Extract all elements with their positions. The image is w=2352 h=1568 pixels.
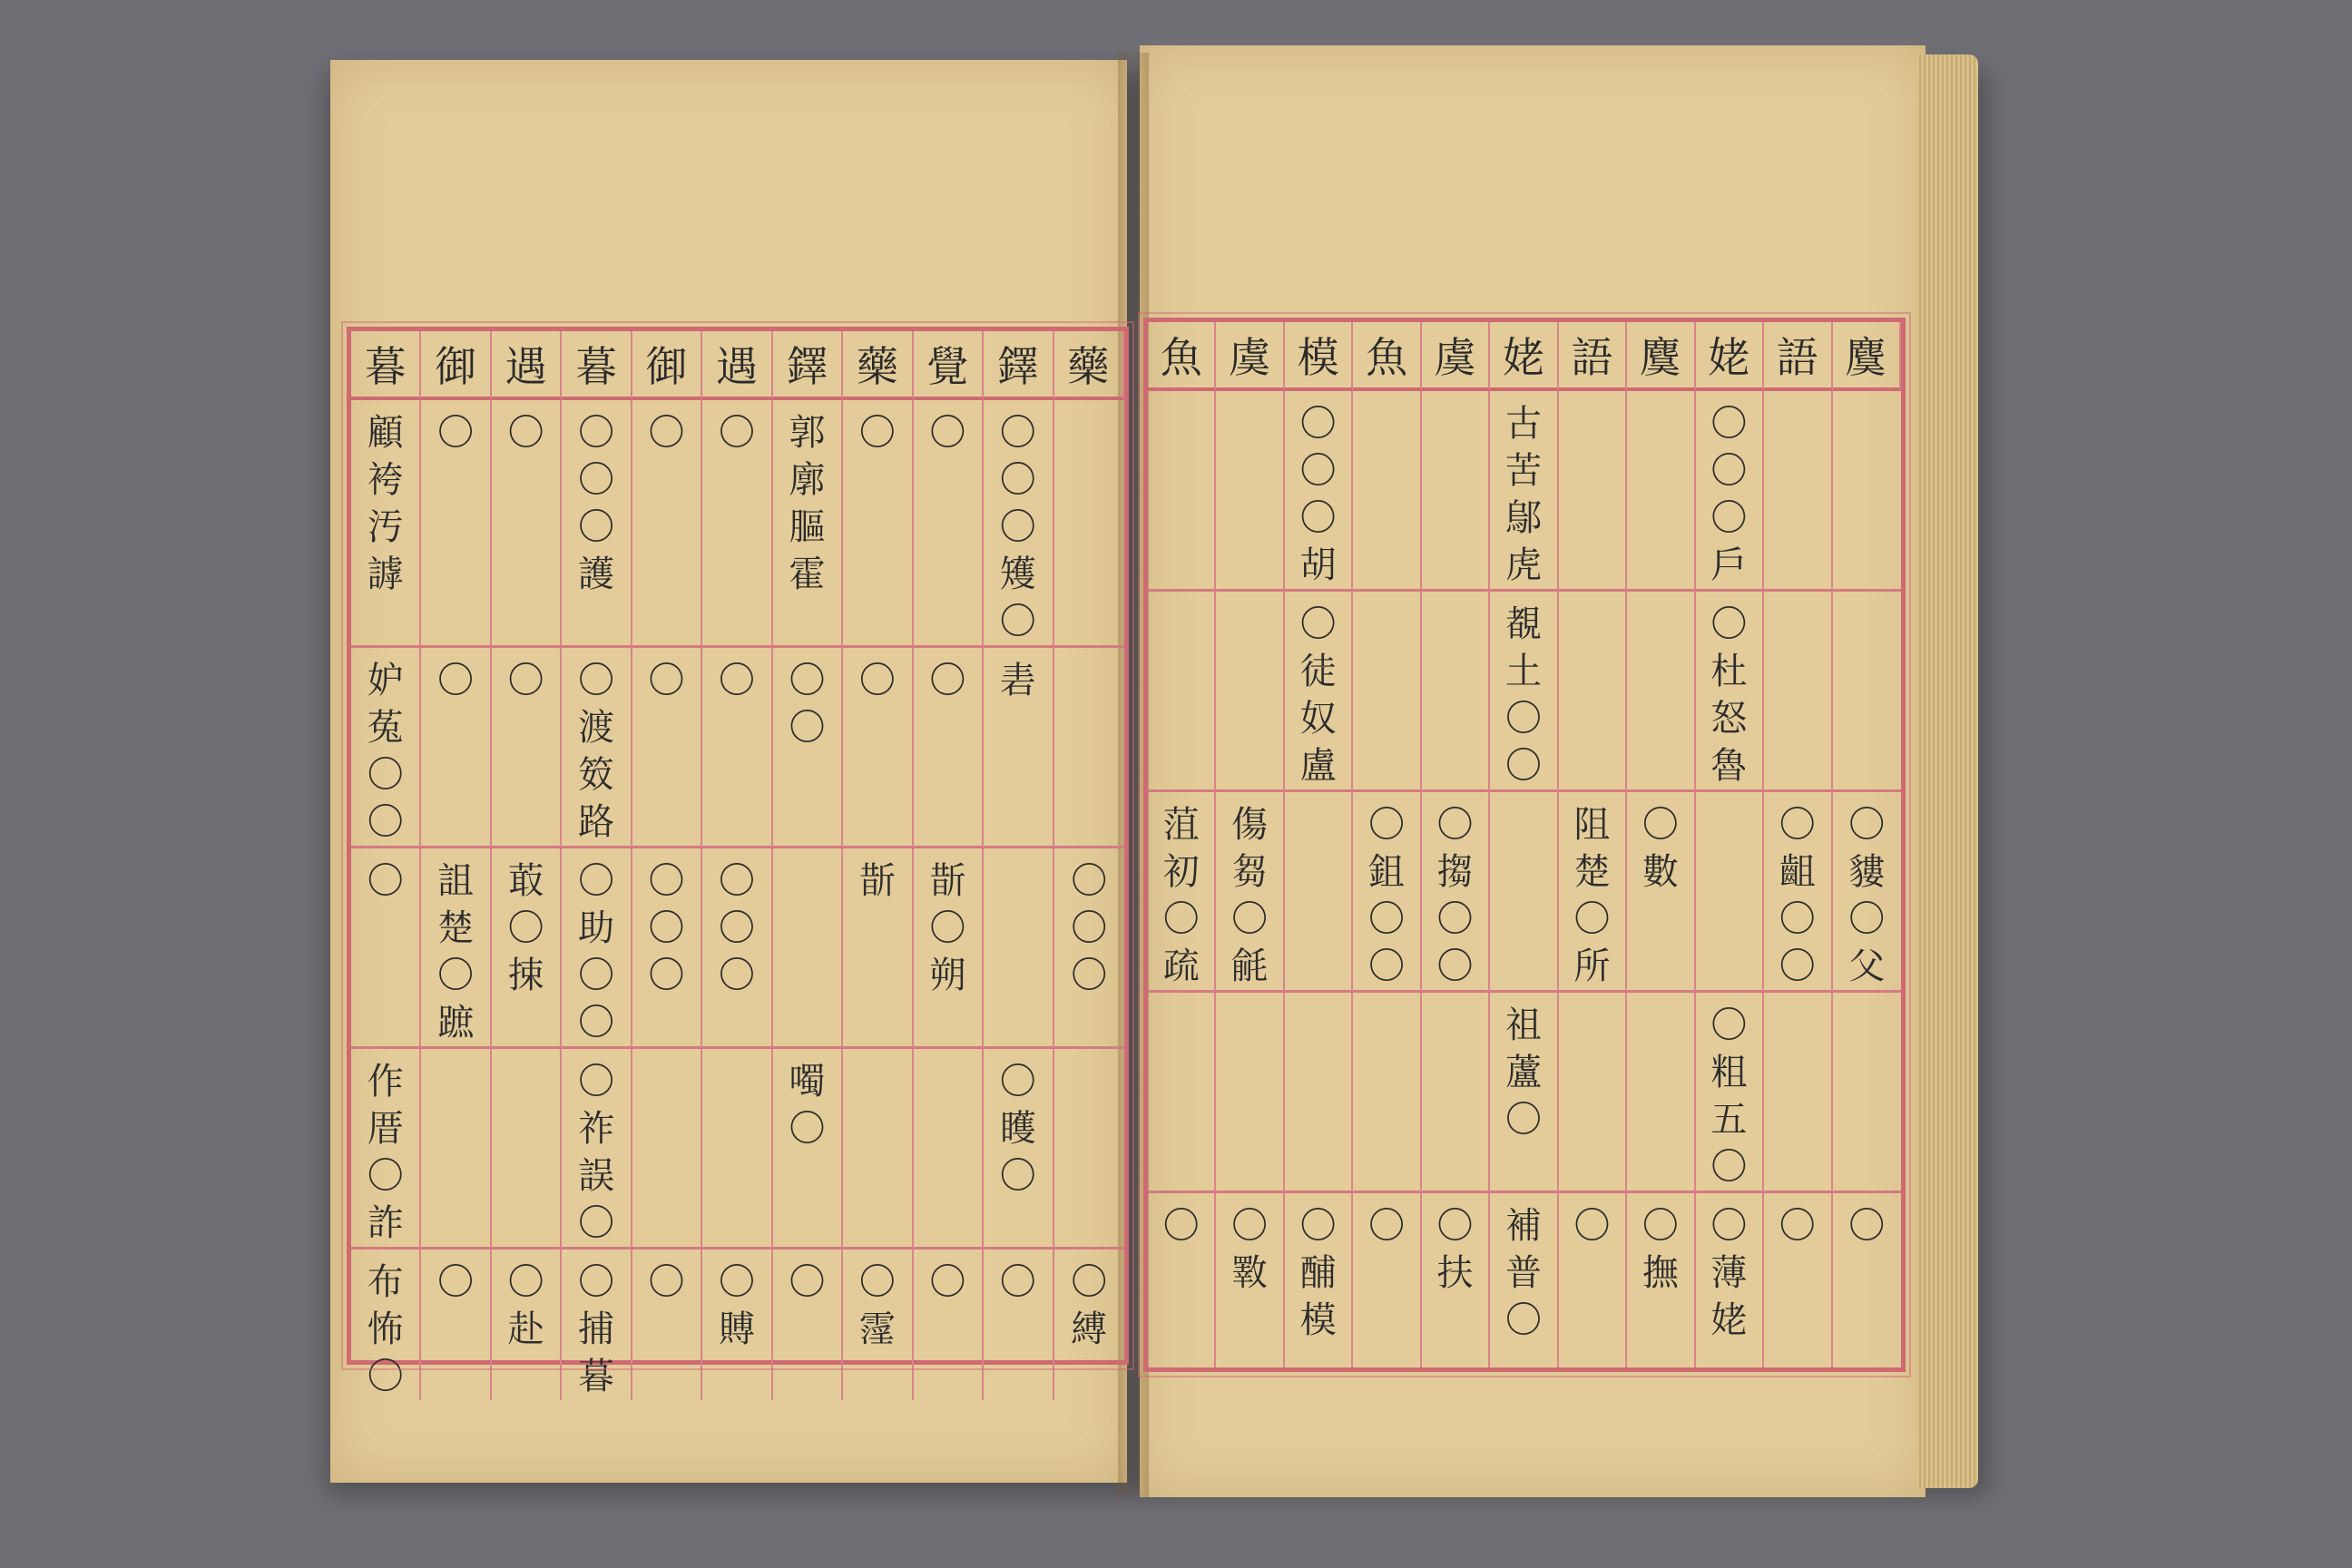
table-cell bbox=[1216, 592, 1284, 792]
table-cell: 妒 菟 〇 〇 bbox=[351, 648, 421, 848]
column-header: 御 bbox=[421, 331, 491, 400]
table-cell: 〇 bbox=[632, 1250, 702, 1400]
column-header: 麌 bbox=[1627, 322, 1695, 391]
table-cell bbox=[1148, 993, 1216, 1193]
table-cell: 〇 bbox=[1353, 1193, 1421, 1367]
column-header: 語 bbox=[1764, 322, 1832, 391]
table-cell: 〇 bbox=[914, 400, 984, 648]
table-cell: 〇 bbox=[702, 648, 772, 848]
table-cell: 〇 〇 〇 bbox=[1054, 848, 1124, 1049]
table-cell bbox=[421, 1049, 491, 1250]
column-header: 遇 bbox=[492, 331, 562, 400]
table-cell: 斮 〇 朔 bbox=[914, 848, 984, 1049]
column-header: 御 bbox=[632, 331, 702, 400]
table-cell: 〇 祚 誤 〇 bbox=[562, 1049, 632, 1250]
table-cell bbox=[1353, 391, 1421, 592]
table-cell: 〇 bbox=[843, 400, 913, 648]
table-cell bbox=[1285, 993, 1353, 1193]
table-cell: 〇 bbox=[351, 848, 421, 1049]
table-cell bbox=[1627, 592, 1695, 792]
table-cell: 〇 bbox=[1148, 1193, 1216, 1367]
table-cell bbox=[1285, 792, 1353, 993]
table-cell bbox=[1054, 1049, 1124, 1250]
table-cell: 〇 bbox=[632, 648, 702, 848]
table-cell: 〇 〇 bbox=[773, 648, 843, 848]
table-cell bbox=[1054, 648, 1124, 848]
table-cell: 〇 bbox=[1559, 1193, 1627, 1367]
table-cell: 〇 bbox=[421, 1250, 491, 1400]
column-header: 魚 bbox=[1353, 322, 1421, 391]
table-cell bbox=[1764, 391, 1832, 592]
table-cell: 噣 〇 bbox=[773, 1049, 843, 1250]
column-header: 鐸 bbox=[984, 331, 1054, 400]
column-header: 虞 bbox=[1216, 322, 1284, 391]
table-cell: 〇 霪 bbox=[843, 1250, 913, 1400]
column-header: 藥 bbox=[843, 331, 913, 400]
table-cell: 〇 bbox=[1848, 1205, 1886, 1247]
table-cell bbox=[1833, 993, 1901, 1193]
table-cell bbox=[984, 848, 1054, 1049]
column-header: 麌 bbox=[1833, 322, 1901, 391]
table-cell bbox=[1559, 993, 1627, 1193]
table-cell: 〇 〇 〇 bbox=[702, 848, 772, 1049]
table-cell: 〇 齟 〇 〇 bbox=[1764, 792, 1832, 993]
table-cell: 〇 〇 〇 bbox=[632, 848, 702, 1049]
table-cell: 〇 〇 〇 護 bbox=[562, 400, 632, 648]
table-cell bbox=[1353, 993, 1421, 1193]
table-cell bbox=[1764, 993, 1832, 1193]
table-cell: 〇 粗 五 〇 bbox=[1696, 993, 1764, 1193]
table-cell: 詛 楚 〇 蹠 bbox=[421, 848, 491, 1049]
table-cell: 〇 薄 姥 bbox=[1696, 1193, 1764, 1367]
table-cell bbox=[1353, 592, 1421, 792]
table-cell: 〇 縛 bbox=[1071, 1261, 1108, 1350]
table-cell bbox=[492, 1049, 562, 1250]
table-cell: 〇 bbox=[492, 648, 562, 848]
table-cell: 覩 土 〇 〇 bbox=[1490, 592, 1558, 792]
table-cell: 作 厝 〇 詐 bbox=[351, 1049, 421, 1250]
table-cell bbox=[1559, 391, 1627, 592]
table-cell: 〇 酺 模 bbox=[1285, 1193, 1353, 1367]
table-cell: 斮 bbox=[843, 848, 913, 1049]
table-cell bbox=[1216, 993, 1284, 1193]
table-cell: 〇 捕 暮 bbox=[562, 1250, 632, 1400]
table-cell: 菆 〇 捒 bbox=[492, 848, 562, 1049]
column-header: 暮 bbox=[351, 331, 421, 400]
table-cell bbox=[1627, 391, 1695, 592]
table-cell: 補 普 〇 bbox=[1490, 1193, 1558, 1367]
table-cell: 〇 賻 bbox=[702, 1250, 772, 1400]
left-rhyme-table bbox=[347, 327, 1129, 1397]
table-cell: 〇 撫 bbox=[1627, 1193, 1695, 1367]
table-cell: 〇 矆 〇 bbox=[984, 1049, 1054, 1250]
table-cell bbox=[1627, 993, 1695, 1193]
table-cell: 〇 搊 〇 〇 bbox=[1422, 792, 1490, 993]
column-header: 覺 bbox=[914, 331, 984, 400]
page-edges bbox=[1916, 54, 1978, 1488]
column-header: 鐸 bbox=[773, 331, 843, 400]
table-cell: 〇 bbox=[843, 648, 913, 848]
column-header: 姥 bbox=[1696, 322, 1764, 391]
table-cell: 〇 徒 奴 盧 bbox=[1285, 592, 1353, 792]
column-header: 藥 bbox=[1054, 331, 1124, 400]
table-cell: 〇 bbox=[492, 400, 562, 648]
table-cell: 〇 〇 〇 胡 bbox=[1285, 391, 1353, 592]
table-cell: 〇 數 bbox=[1627, 792, 1695, 993]
column-header: 語 bbox=[1559, 322, 1627, 391]
table-cell: 顧 袴 汚 謼 bbox=[351, 400, 421, 648]
table-cell: 〇 杜 怒 魯 bbox=[1696, 592, 1764, 792]
table-cell: 〇 bbox=[773, 1250, 843, 1400]
table-cell: 阻 楚 〇 所 bbox=[1559, 792, 1627, 993]
table-cell bbox=[1148, 592, 1216, 792]
table-cell: 〇 bbox=[914, 1250, 984, 1400]
table-cell bbox=[1422, 993, 1490, 1193]
table-cell: 〇 赴 bbox=[492, 1250, 562, 1400]
table-cell: 〇 扶 bbox=[1422, 1193, 1490, 1367]
table-cell: 布 怖 〇 bbox=[351, 1250, 421, 1400]
table-cell: 〇 鉏 〇 〇 bbox=[1353, 792, 1421, 993]
table-cell bbox=[1216, 391, 1284, 592]
table-cell: 祖 蘆 〇 bbox=[1490, 993, 1558, 1193]
table-cell bbox=[1764, 592, 1832, 792]
table-cell bbox=[1422, 592, 1490, 792]
table-cell bbox=[1490, 792, 1558, 993]
table-cell: 〇 斁 bbox=[1216, 1193, 1284, 1367]
column-header: 姥 bbox=[1490, 322, 1558, 391]
table-cell: 〇 bbox=[421, 648, 491, 848]
table-cell: 傷 芻 〇 毹 bbox=[1216, 792, 1284, 993]
table-cell: 郭 廓 膒 霍 bbox=[773, 400, 843, 648]
column-header: 魚 bbox=[1148, 322, 1216, 391]
table-cell: 〇 bbox=[702, 400, 772, 648]
table-cell: 〇 bbox=[1764, 1193, 1832, 1367]
table-cell: 〇 bbox=[984, 1250, 1054, 1400]
table-cell: 〇 〇 〇 戶 bbox=[1696, 391, 1764, 592]
column-header: 虞 bbox=[1422, 322, 1490, 391]
table-cell bbox=[773, 848, 843, 1049]
table-cell bbox=[632, 1049, 702, 1250]
table-cell bbox=[1833, 391, 1901, 592]
column-header: 遇 bbox=[702, 331, 772, 400]
table-cell bbox=[1833, 592, 1901, 792]
table-cell: 〇 bbox=[914, 648, 984, 848]
table-cell: 〇 bbox=[421, 400, 491, 648]
table-cell bbox=[1054, 400, 1124, 648]
right-rhyme-table bbox=[1143, 318, 1906, 1372]
table-cell bbox=[1422, 391, 1490, 592]
table-cell bbox=[1696, 792, 1764, 993]
table-cell: 〇 渡 笯 路 bbox=[562, 648, 632, 848]
table-cell bbox=[1559, 592, 1627, 792]
table-cell: 〇 貗 〇 父 bbox=[1833, 792, 1901, 993]
table-cell: 〇 〇 〇 矱 〇 bbox=[984, 400, 1054, 648]
table-cell: 菹 初 〇 疏 bbox=[1148, 792, 1216, 993]
table-cell: 古 苦 鄔 虎 bbox=[1490, 391, 1558, 592]
column-header: 暮 bbox=[562, 331, 632, 400]
table-cell bbox=[1148, 391, 1216, 592]
table-cell: 〇 助 〇 〇 bbox=[562, 848, 632, 1049]
column-header: 模 bbox=[1285, 322, 1353, 391]
table-cell bbox=[843, 1049, 913, 1250]
table-cell: 〇 bbox=[632, 400, 702, 648]
table-cell bbox=[702, 1049, 772, 1250]
table-cell bbox=[914, 1049, 984, 1250]
table-cell: 砉 bbox=[984, 648, 1054, 848]
